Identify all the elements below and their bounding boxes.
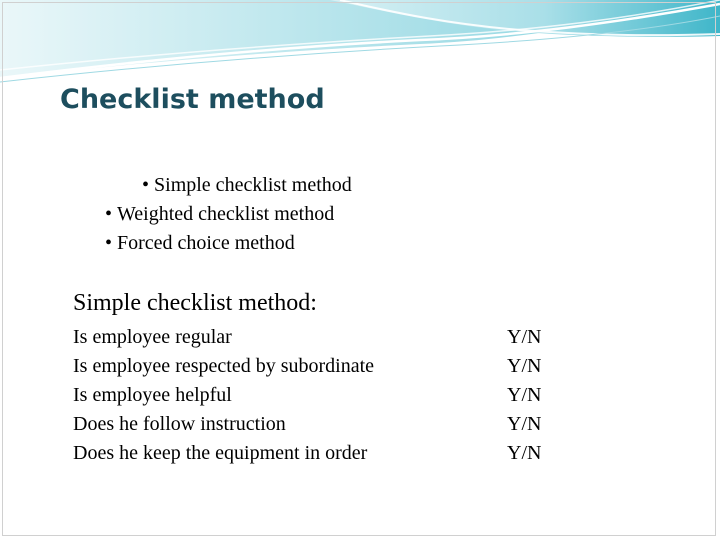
checklist-answer: Y/N	[507, 326, 542, 348]
checklist-question: Is employee helpful	[73, 384, 232, 406]
section-heading: Simple checklist method:	[73, 290, 317, 316]
bullet-item: • Forced choice method	[105, 229, 352, 258]
checklist-answers	[507, 323, 541, 468]
checklist-answer: Y/N	[507, 442, 542, 464]
bullet-item: • Weighted checklist method	[105, 200, 352, 229]
checklist-question: Is employee respected by subordinate	[73, 355, 375, 377]
slide-title: Checklist method	[60, 84, 325, 115]
checklist-questions	[73, 323, 374, 468]
method-bullet-list	[105, 171, 352, 258]
checklist-question: Does he keep the equipment in order	[73, 442, 368, 464]
checklist-question: Is employee regular	[73, 326, 232, 348]
checklist-answer: Y/N	[507, 384, 542, 406]
checklist-answer: Y/N	[507, 413, 542, 435]
bullet-item: • Simple checklist method	[105, 171, 352, 200]
checklist-question: Does he follow instruction	[73, 413, 286, 435]
checklist-answer: Y/N	[507, 355, 542, 377]
